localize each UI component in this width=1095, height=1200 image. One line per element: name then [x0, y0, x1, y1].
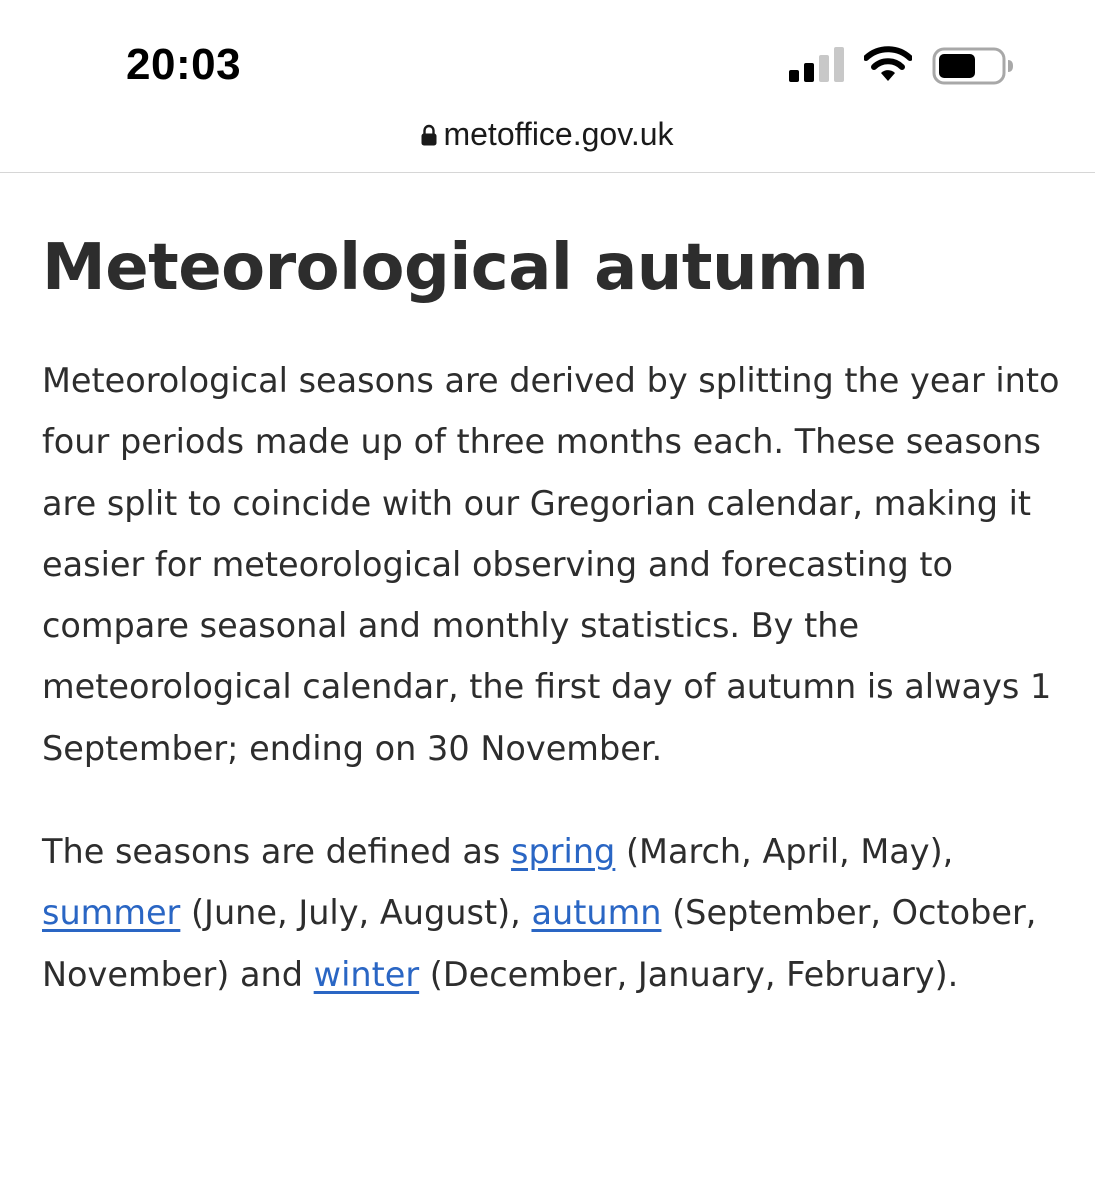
- url-text: metoffice.gov.uk: [443, 116, 674, 152]
- status-bar: [0, 0, 1095, 110]
- winter-link[interactable]: winter: [313, 954, 420, 994]
- cellular-signal-icon: [789, 46, 845, 82]
- spring-link[interactable]: spring: [511, 832, 616, 872]
- summer-months: (June, July, August),: [180, 893, 532, 933]
- article-content: [42, 228, 1062, 1005]
- winter-months: (December, January, February).: [419, 954, 959, 994]
- summer-link[interactable]: summer: [42, 893, 181, 933]
- paragraph-2-intro: The seasons are defined as: [42, 832, 512, 872]
- browser-address-bar[interactable]: [0, 110, 1095, 173]
- autumn-link[interactable]: autumn: [531, 893, 662, 933]
- page-title: Meteorological autumn: [42, 231, 869, 305]
- autumn-months: (September, October, November) and: [42, 893, 1037, 994]
- status-time: 20:03: [126, 40, 242, 89]
- article-paragraph-1: Meteorological seasons are derived by splitting the year into four periods made up of three months each. These seasons are split to coincide with our Gregorian calendar, making it easier for meteorological observing and forecasting to compare seasonal and monthly statistics. By the meteorological calendar, the first day of autumn is always 1 September; ending on 30 November.: [42, 361, 1060, 768]
- wifi-icon: [864, 46, 912, 82]
- battery-icon: [932, 47, 1014, 85]
- lock-icon: [421, 124, 437, 146]
- spring-months: (March, April, May),: [615, 832, 954, 872]
- article-paragraph-2: [42, 821, 1062, 1005]
